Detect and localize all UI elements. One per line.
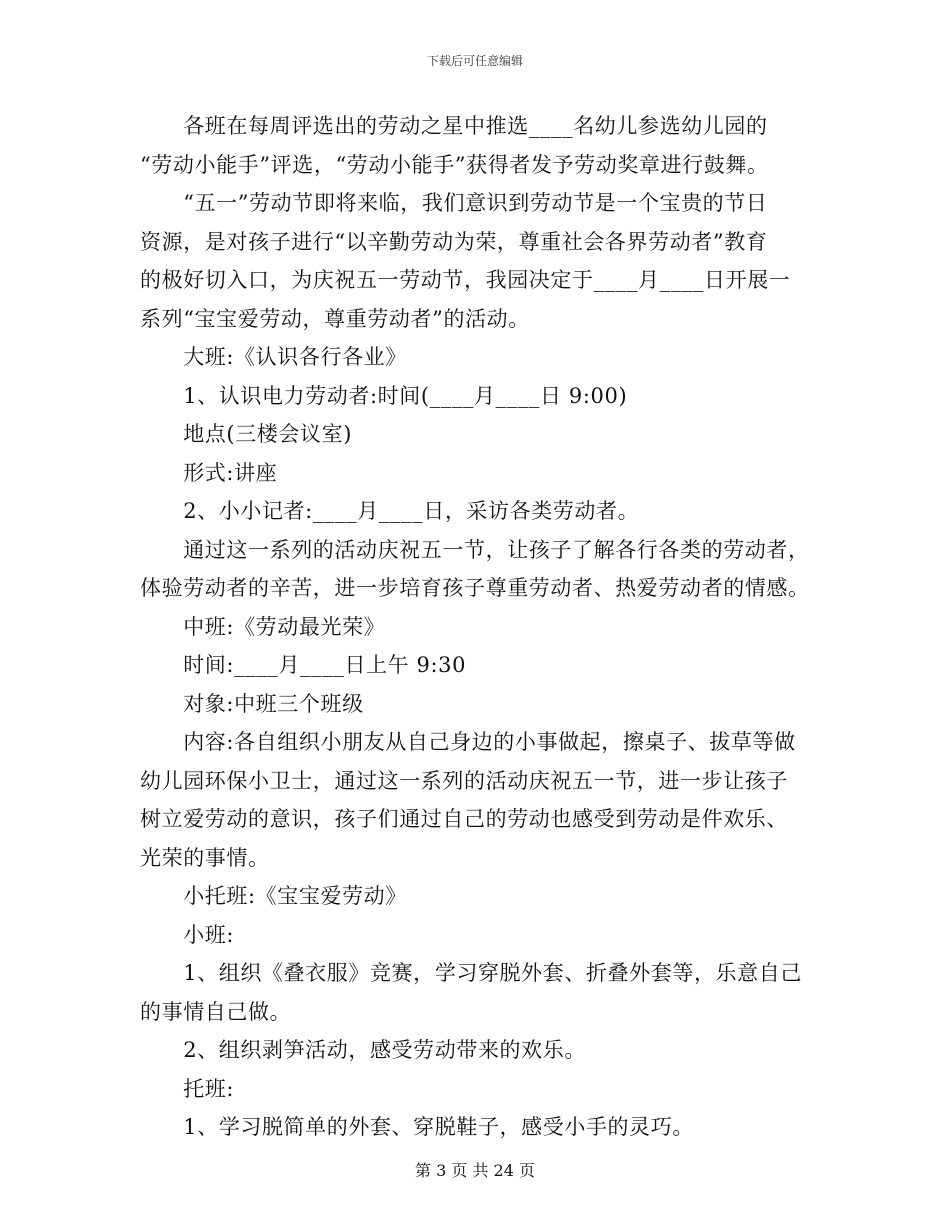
paragraph-line: 内容:各自组织小朋友从自己身边的小事做起，擦桌子、拔草等做	[140, 730, 796, 754]
paragraph-line: “劳动小能手”评选，“劳动小能手”获得者发予劳动奖章进行鼓舞。	[140, 152, 769, 177]
paragraph-line: 的极好切入口，为庆祝五一劳动节，我园决定于____月____日开展一	[140, 268, 791, 292]
paragraph-line: 地点(三楼会议室)	[140, 422, 352, 446]
list-item: 1、认识电力劳动者:时间(____月____日 9:00)	[140, 383, 628, 408]
page-footer: 第 3 页 共 24 页	[415, 1161, 535, 1180]
list-item: 2、小小记者:____月____日，采访各类劳动者。	[140, 499, 640, 523]
sub-heading: 小班:	[140, 922, 235, 947]
paragraph-line: 对象:中班三个班级	[140, 691, 364, 716]
paragraph-line: 幼儿园环保小卫士，通过这一系列的活动庆祝五一节，进一步让孩子	[140, 768, 788, 793]
sub-heading: 托班:	[140, 1076, 235, 1101]
paragraph-line: 资源，是对孩子进行“以辛勤劳动为荣，尊重社会各界劳动者”教育	[140, 229, 768, 254]
paragraph-line: 通过这一系列的活动庆祝五一节，让孩子了解各行各类的劳动者，	[140, 537, 810, 562]
paragraph-line: 的事情自己做。	[140, 999, 292, 1024]
paragraph-line: 体验劳动者的辛苦，进一步培育孩子尊重劳动者、热爱劳动者的情感。	[140, 576, 810, 600]
paragraph-line: 各班在每周评选出的劳动之星中推选____名幼儿参选幼儿园的	[140, 114, 768, 138]
list-item: 2、组织剥笋活动，感受劳动带来的欢乐。	[140, 1038, 586, 1062]
list-item: 1、学习脱简单的外套、穿脱鞋子，感受小手的灵巧。	[140, 1115, 694, 1139]
paragraph-line: “五一”劳动节即将来临，我们意识到劳动节是一个宝贵的节日	[140, 191, 768, 215]
paragraph-line: 树立爱劳动的意识，孩子们通过自己的劳动也感受到劳动是件欢乐、	[140, 807, 788, 831]
paragraph-line: 光荣的事情。	[140, 845, 270, 870]
document-body	[140, 107, 812, 1147]
section-heading: 小托班:《宝宝爱劳动》	[140, 884, 407, 908]
section-heading: 中班:《劳动最光荣》	[140, 614, 386, 639]
paragraph-line: 时间:____月____日上午 9:30	[140, 653, 467, 677]
paragraph-line: 形式:讲座	[140, 460, 278, 485]
page-header: 下载后可任意编辑	[426, 54, 523, 68]
list-item: 1、组织《叠衣服》竞赛，学习穿脱外套、折叠外套等，乐意自己	[140, 961, 802, 985]
section-heading: 大班:《认识各行各业》	[140, 345, 407, 369]
paragraph-line: 系列“宝宝爱劳动，尊重劳动者”的活动。	[140, 306, 530, 331]
